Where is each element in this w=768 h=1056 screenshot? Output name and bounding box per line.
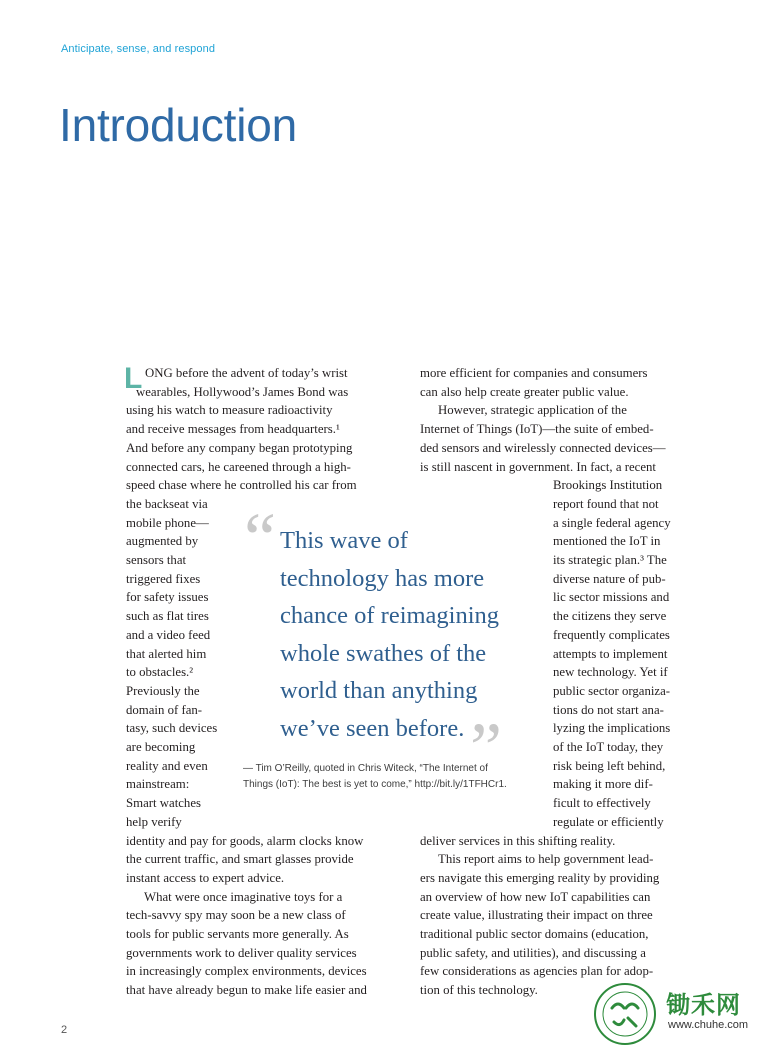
body-line: frequently complicates [553, 627, 670, 642]
drop-cap: L [124, 362, 143, 395]
body-line: its strategic plan.³ The [553, 553, 667, 567]
body-line: report found that not [553, 496, 659, 511]
body-line: attempts to implement [553, 646, 668, 661]
body-line: and receive messages from headquarters.¹ [126, 422, 340, 437]
body-line: regulate or efficiently [553, 814, 664, 829]
page-title: Introduction [59, 99, 297, 151]
quote-attribution: Things (IoT): The best is yet to come,” http://bit.ly/1TFHCr1. [243, 778, 507, 790]
running-head: Anticipate, sense, and respond [61, 43, 216, 55]
body-line: an overview of how new IoT capabilities can [420, 889, 651, 904]
pull-quote-line: we’ve seen before. [280, 714, 465, 742]
body-line: the current traffic, and smart glasses provide [126, 852, 354, 867]
body-line: the citizens they serve [553, 609, 667, 624]
body-line: lyzing the implications [553, 721, 671, 736]
body-line: ficult to effectively [553, 796, 651, 811]
body-line: sensors that [126, 553, 187, 567]
body-line: governments work to deliver quality services [126, 945, 357, 960]
body-line: Brookings Institution [553, 478, 663, 493]
pull-quote-line: world than anything [280, 677, 478, 704]
open-quote-icon: “ [244, 498, 276, 578]
body-line: tasy, such devices [126, 721, 218, 736]
body-line: more efficient for companies and consumers [420, 366, 648, 380]
body-line: of the IoT today, they [553, 740, 664, 754]
body-line: Smart watches [126, 796, 201, 811]
body-line: What were once imaginative toys for a [144, 889, 343, 904]
chuhe-logo-icon [590, 982, 660, 1046]
body-line: the backseat via [126, 496, 208, 511]
body-line: traditional public sector domains (education, [420, 927, 649, 941]
body-line: Previously the [126, 683, 200, 698]
body-line: using his watch to measure radioactivity [126, 403, 333, 418]
body-line: mentioned the IoT in [553, 534, 661, 549]
body-line: triggered fixes [126, 571, 201, 586]
body-line: deliver services in this shifting reality. [420, 833, 616, 848]
body-line: mobile phone— [126, 515, 209, 530]
body-line: that have already begun to make life easier and [126, 983, 367, 998]
pull-quote-line: This wave of [280, 527, 408, 554]
body-line: ded sensors and wirelessly connected devices— [420, 440, 666, 455]
body-line: Internet of Things (IoT)—the suite of embed- [420, 422, 654, 437]
body-line: instant access to expert advice. [126, 870, 285, 885]
body-line: This report aims to help government lead- [438, 852, 654, 867]
body-line: wearables, Hollywood’s James Bond was [136, 384, 349, 399]
body-line: tech-savvy spy may soon be a new class of [126, 908, 346, 923]
body-line: diverse nature of pub- [553, 571, 666, 586]
body-line: risk being left behind, [553, 758, 666, 773]
body-line: in increasingly complex environments, devices [126, 964, 367, 979]
body-line: public safety, and utilities), and discussing a [420, 945, 646, 960]
quote-attribution: — Tim O’Reilly, quoted in Chris Witeck, “The Internet of [243, 763, 488, 774]
close-quote-icon: ” [470, 708, 502, 788]
body-line: augmented by [126, 534, 199, 549]
body-line: help verify [126, 814, 182, 829]
body-line: such as flat tires [126, 609, 209, 624]
body-line: for safety issues [126, 590, 209, 605]
body-line: And before any company began prototyping [126, 440, 353, 455]
body-line: tions do not start ana- [553, 702, 664, 717]
body-line: tion of this technology. [420, 983, 538, 998]
body-line: can also help create greater public value. [420, 384, 629, 399]
body-line: is still nascent in government. In fact, a recent [420, 459, 656, 474]
body-line: lic sector missions and [553, 590, 670, 605]
body-line: making it more dif- [553, 777, 653, 792]
body-line: and a video feed [126, 627, 211, 642]
body-line: ONG before the advent of today’s wrist [145, 366, 348, 380]
body-line: ers navigate this emerging reality by providing [420, 870, 660, 885]
pull-quote-line: technology has more [280, 564, 485, 592]
body-line: domain of fan- [126, 702, 203, 717]
body-line: speed chase where he controlled his car from [126, 478, 357, 493]
body-line: that alerted him [126, 646, 207, 661]
watermark-url: www.chuhe.com [668, 1019, 749, 1031]
body-line: tools for public servants more generally. As [126, 927, 349, 941]
body-line: new technology. Yet if [553, 665, 668, 680]
page-number: 2 [61, 1024, 68, 1036]
body-line: are becoming [126, 740, 196, 754]
body-line: identity and pay for goods, alarm clocks know [126, 833, 364, 848]
body-line: a single federal agency [553, 515, 671, 530]
body-line: to obstacles.² [126, 665, 194, 680]
body-line: public sector organiza- [553, 683, 671, 698]
watermark-brand: 锄禾网 [666, 991, 741, 1019]
body-line: few considerations as agencies plan for adop- [420, 964, 654, 979]
body-line: However, strategic application of the [438, 403, 627, 418]
pull-quote-line: whole swathes of the [280, 639, 487, 667]
body-line: reality and even [126, 758, 208, 773]
pull-quote-line: chance of reimagining [280, 602, 500, 629]
body-line: connected cars, he careened through a high- [126, 459, 351, 474]
body-line: create value, illustrating their impact on three [420, 908, 653, 923]
body-line: mainstream: [126, 777, 190, 792]
